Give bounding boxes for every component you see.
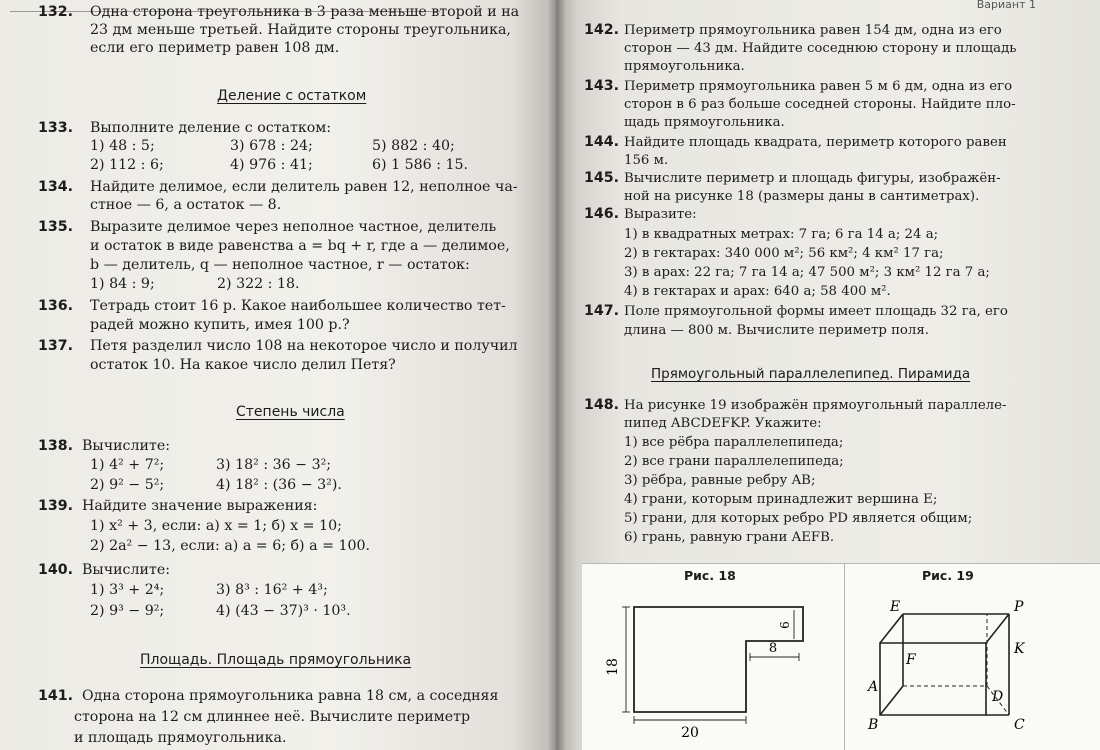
problem-text: прямоугольника.: [624, 59, 745, 74]
problem-text: Поле прямоугольной формы имеет площадь 32 га, его: [624, 304, 1008, 319]
problem-text: 23 дм меньше третьей. Найдите стороны треугольника,: [90, 22, 511, 38]
problem-text: b — делитель, q — неполное частное, r — остаток:: [90, 257, 470, 273]
problem-text: Вычислите периметр и площадь фигуры, изображён-: [624, 171, 1001, 186]
problem-text: Вычислите:: [82, 562, 170, 578]
task-item: 3) в арах: 22 га; 7 га 14 а; 47 500 м²; 3 км² 12 га 7 а;: [624, 265, 990, 280]
section-heading-box: Прямоугольный параллелепипед. Пирамида: [651, 366, 971, 382]
vertex-label-C: C: [1014, 717, 1025, 733]
task-item: 1) 48 : 5;: [90, 138, 155, 154]
problem-text: Найдите площадь квадрата, периметр которого равен: [624, 135, 1007, 150]
vertex-label-K: K: [1014, 641, 1025, 657]
problem-number: 144.: [584, 134, 620, 150]
problem-text: 156 м.: [624, 153, 669, 168]
task-item: 5) грани, для которых ребро PD является общим;: [624, 511, 973, 526]
problem-number: 132.: [38, 4, 74, 20]
task-item: 4) в гектарах и арах: 640 а; 58 400 м².: [624, 284, 891, 299]
vertex-label-B: B: [868, 717, 879, 733]
task-item: 1) в квадратных метрах: 7 га; 6 га 14 а; 24 а;: [624, 227, 939, 242]
task-item: 3) 8³ : 16² + 4³;: [216, 582, 328, 598]
problem-text: На рисунке 19 изображён прямоугольный параллеле-: [624, 398, 1007, 413]
problem-text: Тетрадь стоит 16 р. Какое наибольшее количество тет-: [90, 298, 506, 314]
task-item: 3) 18² : 36 − 3²;: [216, 457, 332, 473]
edge: [986, 614, 1009, 643]
task-item: 6) 1 586 : 15.: [372, 157, 469, 173]
problem-text: остаток 10. На какое число делил Петя?: [90, 357, 396, 373]
problem-text: и площадь прямоугольника.: [74, 730, 287, 746]
problem-number: 146.: [584, 206, 620, 222]
problem-number: 134.: [38, 179, 74, 195]
task-item: 1) x² + 3, если: а) x = 1; б) x = 10;: [90, 518, 342, 534]
problem-text: Одна сторона прямоугольника равна 18 см, а соседняя: [82, 688, 499, 704]
problem-number: 147.: [584, 303, 620, 319]
task-item: 2) в гектарах: 340 000 м²; 56 км²; 4 км² 17 га;: [624, 246, 944, 261]
problem-text: Выразите:: [624, 207, 697, 222]
book-gutter: [548, 0, 566, 750]
problem-text: Периметр прямоугольника равен 154 дм, одна из его: [624, 23, 1002, 38]
problem-text: пипед ABCDEFKP. Укажите:: [624, 416, 822, 431]
right-page: [556, 0, 1100, 750]
task-item: 2) все грани параллелепипеда;: [624, 454, 844, 469]
problem-number: 145.: [584, 170, 620, 186]
problem-number: 141.: [38, 688, 74, 704]
problem-number: 148.: [584, 397, 620, 413]
task-item: 6) грань, равную грани AEFB.: [624, 530, 835, 545]
figure-19: [846, 585, 1100, 750]
variant-label: Вариант 1: [976, 0, 1036, 11]
task-item: 4) (43 − 37)³ · 10³.: [216, 603, 351, 619]
task-item: 1) все рёбра параллелепипеда;: [624, 435, 844, 450]
task-item: 2) 2a² − 13, если: а) a = 6; б) a = 100.: [90, 538, 371, 554]
section-heading-area: Площадь. Площадь прямоугольника: [140, 652, 412, 668]
task-item: 4) 976 : 41;: [230, 157, 313, 173]
problem-text: Найдите значение выражения:: [82, 498, 318, 514]
problem-text: длина — 800 м. Вычислите периметр поля.: [624, 323, 929, 338]
problem-number: 135.: [38, 219, 74, 235]
task-item: 1) 3³ + 2⁴;: [90, 582, 165, 598]
vertex-label-E: E: [890, 599, 901, 615]
problem-number: 137.: [38, 338, 74, 354]
task-item: 4) грани, которым принадлежит вершина E;: [624, 492, 938, 507]
task-item: 1) 84 : 9;: [90, 276, 155, 292]
problem-number: 136.: [38, 298, 74, 314]
problem-text: стное — 6, а остаток — 8.: [90, 197, 282, 213]
figure-19-caption: Рис. 19: [922, 568, 974, 583]
edge: [880, 686, 903, 715]
problem-text: сторон — 43 дм. Найдите соседнюю сторону и площадь: [624, 41, 1017, 56]
dim-label-bottom: 20: [681, 725, 699, 741]
problem-number: 133.: [38, 120, 74, 136]
task-item: 1) 4² + 7²;: [90, 457, 165, 473]
problem-number: 143.: [584, 78, 620, 94]
vertex-label-P: P: [1014, 599, 1024, 615]
problem-number: 138.: [38, 438, 74, 454]
task-item: 2) 112 : 6;: [90, 157, 164, 173]
problem-text: Выразите делимое через неполное частное, делитель: [90, 219, 497, 235]
problem-text: Одна сторона треугольника в 3 раза меньше второй и на: [90, 4, 520, 20]
problem-text: радей можно купить, имея 100 р.?: [90, 317, 350, 333]
figure-18-caption: Рис. 18: [684, 568, 736, 583]
vertex-label-A: A: [868, 679, 879, 695]
problem-text: щадь прямоугольника.: [624, 115, 785, 130]
problem-text: Найдите делимое, если делитель равен 12, неполное ча-: [90, 179, 518, 195]
problem-number: 140.: [38, 562, 74, 578]
figure-18: [582, 585, 844, 750]
dim-label-step: 8: [768, 641, 778, 656]
problem-text: Вычислите:: [82, 438, 170, 454]
problem-text: ной на рисунке 18 (размеры даны в сантиметрах).: [624, 189, 980, 204]
task-item: 2) 322 : 18.: [217, 276, 300, 292]
section-heading-division: Деление с остатком: [217, 88, 367, 104]
problem-text: и остаток в виде равенства a = bq + r, где a — делимое,: [90, 238, 510, 254]
problem-text: сторона на 12 см длиннее неё. Вычислите периметр: [74, 709, 471, 725]
task-item: 3) 678 : 24;: [230, 138, 313, 154]
problem-number: 139.: [38, 498, 74, 514]
figures-divider: [844, 563, 845, 750]
problem-number: 142.: [584, 22, 620, 38]
task-item: 2) 9² − 5²;: [90, 477, 165, 493]
problem-text: Периметр прямоугольника равен 5 м 6 дм, одна из его: [624, 79, 1013, 94]
dim-label-left: 18: [605, 658, 621, 676]
task-item: 5) 882 : 40;: [372, 138, 455, 154]
task-item: 3) рёбра, равные ребру AB;: [624, 473, 816, 488]
problem-text: если его периметр равен 108 дм.: [90, 40, 340, 56]
edge: [880, 614, 903, 643]
front-face: [880, 643, 986, 715]
task-item: 4) 18² : (36 − 3²).: [216, 477, 342, 493]
task-item: 2) 9³ − 9²;: [90, 603, 165, 619]
dim-label-top: 6: [778, 621, 792, 629]
section-heading-power: Степень числа: [236, 404, 345, 420]
problem-text: Петя разделил число 108 на некоторое число и получил: [90, 338, 518, 354]
problem-text: Выполните деление с остатком:: [90, 120, 332, 136]
vertex-label-F: F: [906, 652, 916, 668]
problem-text: сторон в 6 раз больше соседней стороны. Найдите пло-: [624, 97, 1016, 112]
vertex-label-D: D: [992, 689, 1004, 705]
